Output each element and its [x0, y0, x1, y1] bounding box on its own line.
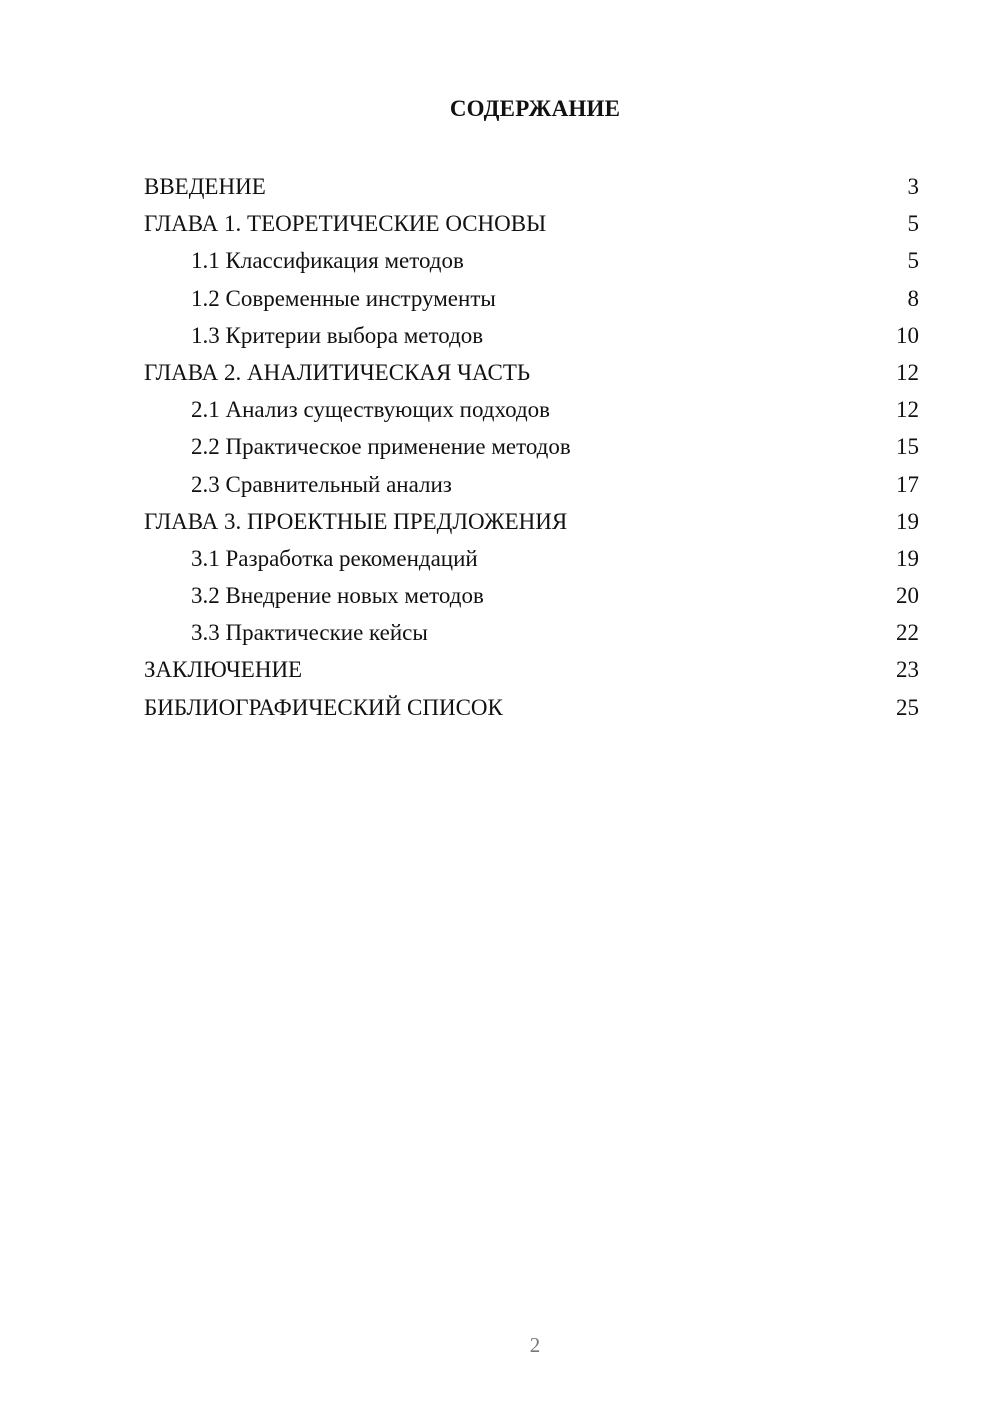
- toc-entry-label: ГЛАВА 1. ТЕОРЕТИЧЕСКИЕ ОСНОВЫ: [144, 211, 547, 237]
- page-number: 2: [529, 1333, 541, 1357]
- toc-entry-label: 3.3 Практические кейсы: [191, 620, 428, 646]
- toc-entry-section-1-1: [144, 242, 919, 279]
- toc-entry-conclusion: [144, 651, 919, 688]
- toc-entry-section-1-3: [144, 317, 919, 354]
- toc-entry-page: 19: [896, 508, 919, 534]
- toc-entry-bibliography: [144, 689, 919, 726]
- toc-entry-label: ВВЕДЕНИЕ: [144, 174, 266, 199]
- toc-title: СОДЕРЖАНИЕ: [449, 96, 621, 121]
- toc-entry-page: 5: [907, 211, 919, 237]
- toc-entry-chapter-3: [144, 503, 919, 540]
- toc-entry-chapter-2: [144, 354, 919, 391]
- toc-entry-page: 12: [896, 397, 919, 423]
- toc-entry-page: 12: [896, 359, 919, 385]
- toc-entry-label: ЗАКЛЮЧЕНИЕ: [144, 657, 303, 683]
- toc-entry-page: 3: [907, 174, 919, 199]
- toc-entry-section-1-2: [144, 280, 919, 317]
- toc-entry-label: ГЛАВА 3. ПРОЕКТНЫЕ ПРЕДЛОЖЕНИЯ: [144, 508, 568, 534]
- toc-entry-page: 25: [896, 694, 919, 720]
- toc-entry-label: 2.1 Анализ существующих подходов: [191, 397, 551, 423]
- toc-entry-page: 15: [896, 434, 919, 460]
- toc-entry-chapter-1: [144, 205, 919, 242]
- toc-entry-section-3-3: [144, 614, 919, 651]
- toc-entry-page: 22: [896, 620, 919, 646]
- toc-entry-label: ГЛАВА 2. АНАЛИТИЧЕСКАЯ ЧАСТЬ: [144, 359, 531, 385]
- table-of-contents: [144, 168, 919, 726]
- toc-entry-label: 3.1 Разработка рекомендаций: [191, 545, 478, 571]
- toc-entry-section-3-1: [144, 540, 919, 577]
- toc-entry-label: БИБЛИОГРАФИЧЕСКИЙ СПИСОК: [144, 694, 503, 720]
- toc-entry-label: 1.3 Критерии выбора методов: [191, 322, 484, 348]
- toc-entry-page: 23: [896, 657, 919, 683]
- toc-entry-label: 1.2 Современные инструменты: [191, 285, 496, 311]
- toc-entry-section-2-1: [144, 391, 919, 428]
- toc-entry-label: 2.3 Сравнительный анализ: [191, 471, 452, 497]
- toc-entry-section-2-2: [144, 428, 919, 465]
- toc-entry-page: 19: [896, 545, 919, 571]
- toc-entry-introduction: [144, 168, 919, 205]
- toc-entry-label: 1.1 Классификация методов: [191, 248, 464, 274]
- toc-entry-section-2-3: [144, 466, 919, 503]
- toc-entry-page: 20: [896, 583, 919, 609]
- toc-entry-page: 17: [896, 471, 919, 497]
- toc-entry-section-3-2: [144, 577, 919, 614]
- toc-entry-page: 5: [907, 248, 919, 274]
- toc-entry-label: 2.2 Практическое применение методов: [191, 434, 571, 460]
- toc-entry-label: 3.2 Внедрение новых методов: [191, 583, 484, 609]
- toc-entry-page: 10: [896, 322, 919, 348]
- toc-entry-page: 8: [907, 285, 919, 311]
